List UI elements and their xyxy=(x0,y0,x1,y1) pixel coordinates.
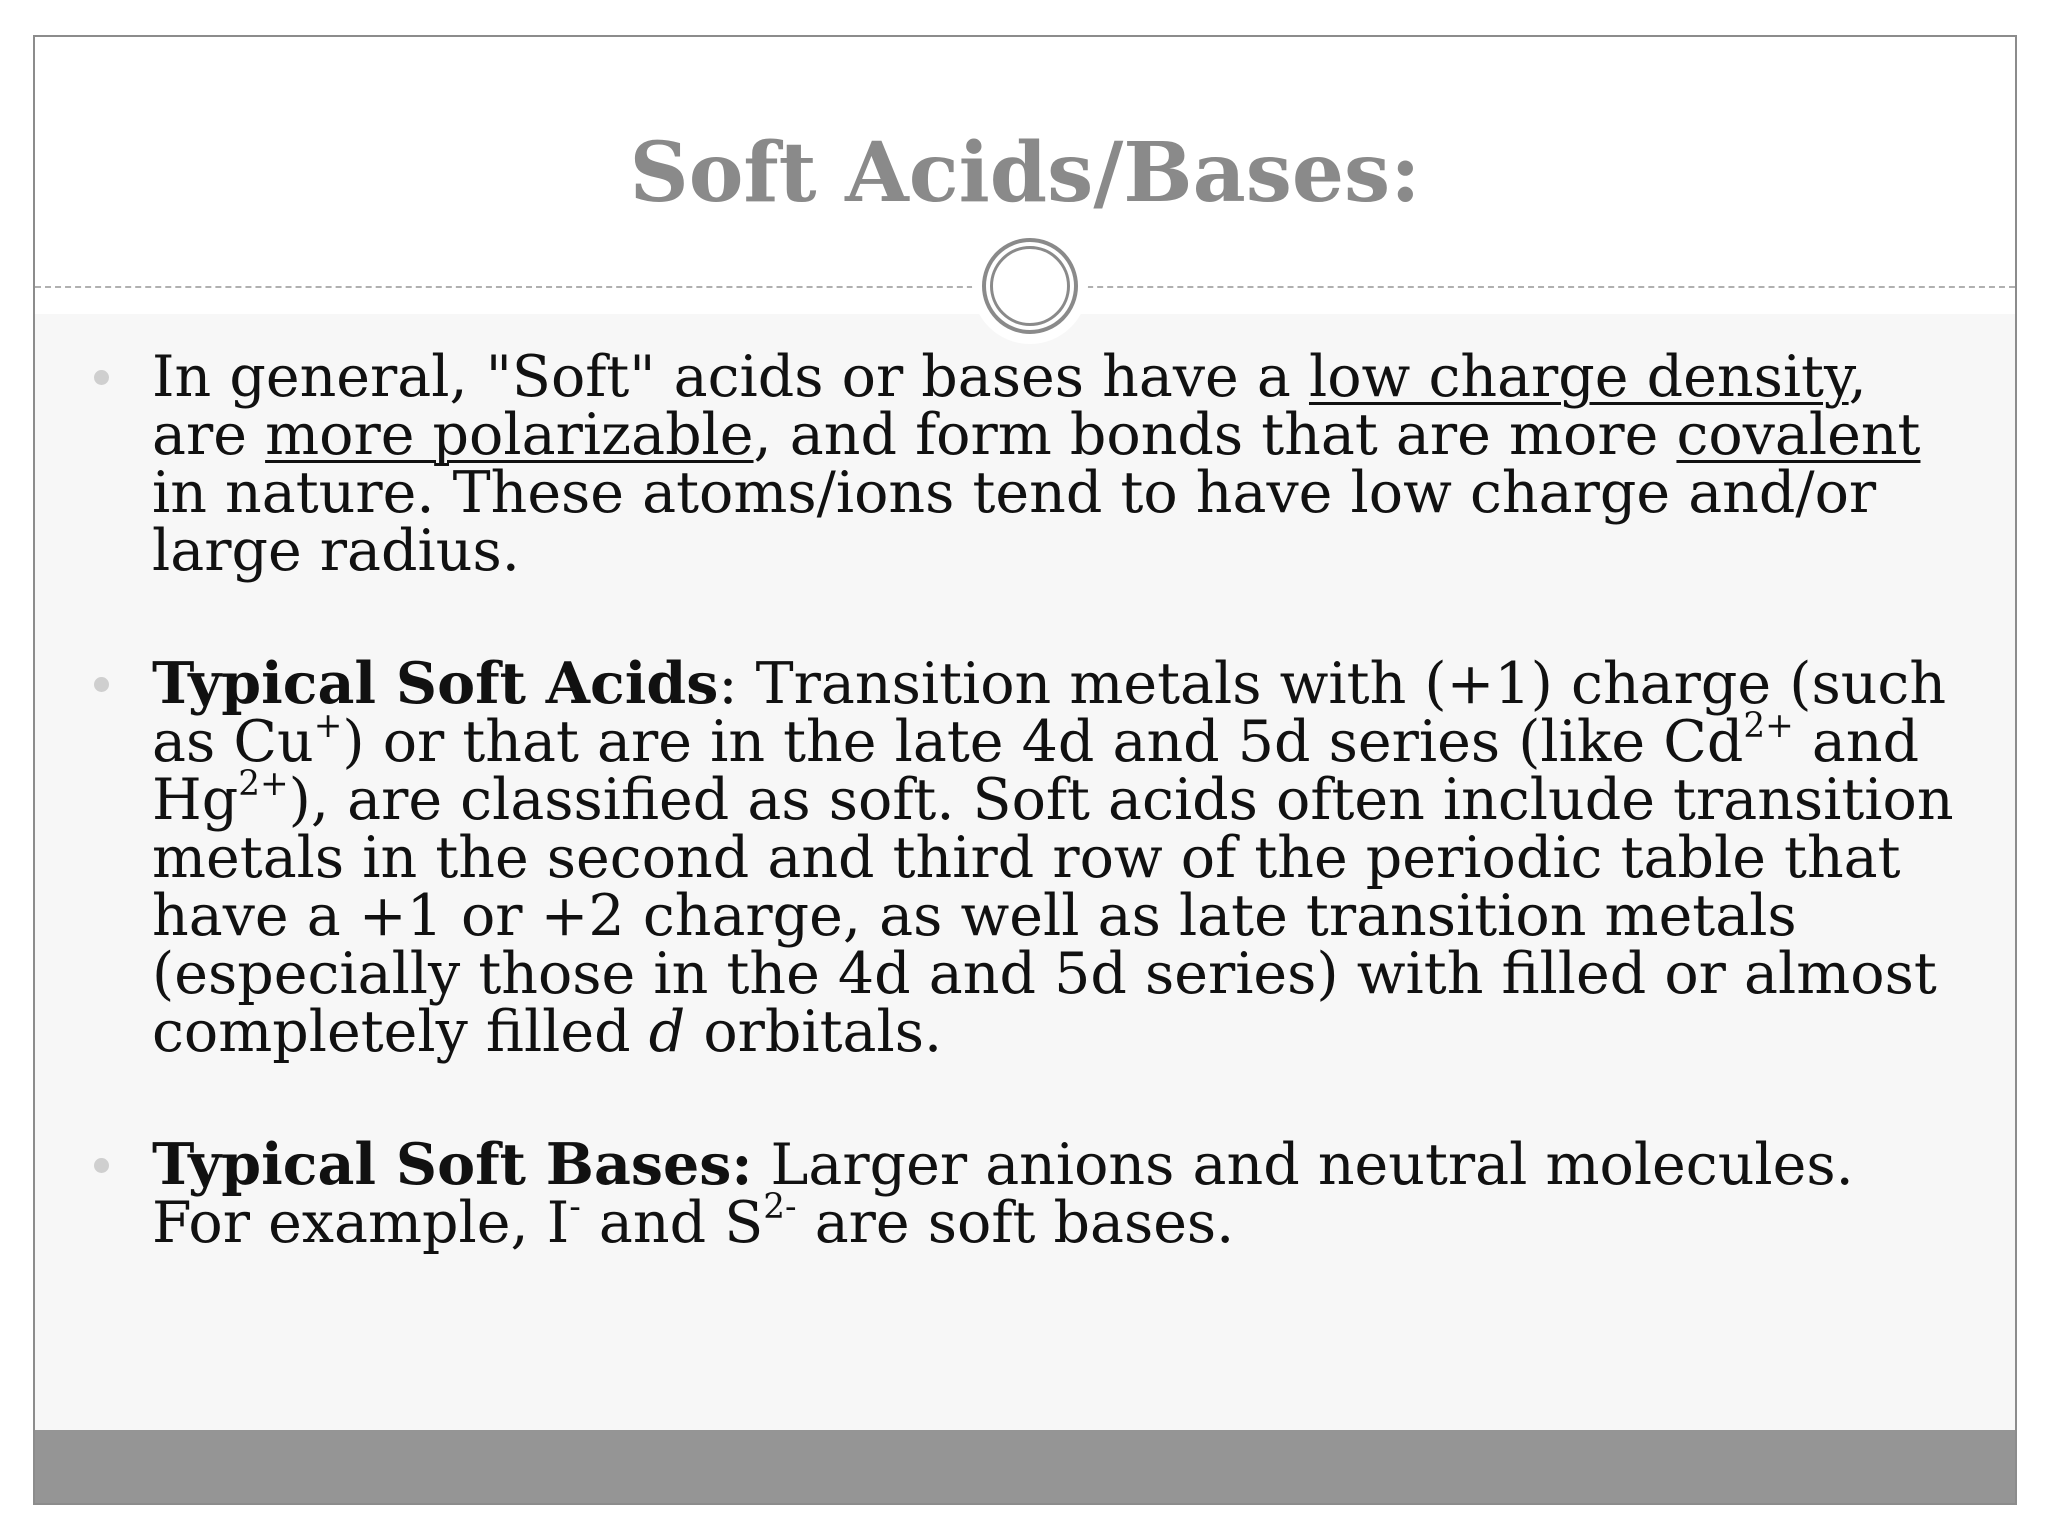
bullet-list xyxy=(35,344,2015,1327)
bullet-soft-acids xyxy=(35,650,2015,1065)
text: and S xyxy=(580,1190,764,1256)
inner-ring xyxy=(990,246,1070,326)
underlined-term: low charge density xyxy=(1308,344,1849,410)
text: , are xyxy=(152,344,1867,468)
italic-term: d xyxy=(648,999,686,1065)
text: ), are classified as soft. Soft acids often include transition metals in the second and third row of the periodic table that have a +1 or +2 charge, as well as late transition metals (especially those in the 4d and 5d series) with filled or almost completely filled xyxy=(152,767,1954,1065)
slide-title: Soft Acids/Bases: xyxy=(629,125,1421,221)
footer-band xyxy=(35,1430,2015,1503)
bullet-dot-icon xyxy=(94,677,109,692)
bullet-dot-icon xyxy=(94,370,109,385)
bullet-dot-icon xyxy=(94,1158,109,1173)
slide xyxy=(33,35,2017,1505)
bullet-soft-bases xyxy=(35,1131,2015,1256)
superscript: - xyxy=(569,1187,581,1228)
superscript: 2+ xyxy=(1743,706,1794,747)
text: orbitals. xyxy=(685,999,943,1065)
superscript: 2- xyxy=(763,1187,797,1228)
text: In general, "Soft" acids or bases have a xyxy=(152,344,1309,410)
underlined-term: more polarizable xyxy=(265,402,754,468)
text: Larger anions and neutral molecules. For example, I xyxy=(152,1132,1854,1256)
text: , and form bonds that are more xyxy=(753,402,1677,468)
bullet-lead: Typical Soft Bases: xyxy=(152,1131,753,1198)
underlined-term: covalent xyxy=(1676,402,1921,468)
superscript: + xyxy=(313,706,343,747)
superscript: 2+ xyxy=(238,764,289,805)
text: : Transition metals with (+1) charge (such as Cu xyxy=(152,651,1947,775)
text: in nature. These atoms/ions tend to have low charge and/or large radius. xyxy=(152,460,1877,584)
text: and Hg xyxy=(152,709,1920,833)
text: are soft bases. xyxy=(796,1190,1235,1256)
text: ) or that are in the late 4d and 5d series (like Cd xyxy=(342,709,1744,775)
bullet-lead: Typical Soft Acids xyxy=(152,650,719,717)
bullet-general xyxy=(35,344,2015,584)
double-ring-icon xyxy=(972,228,1088,344)
